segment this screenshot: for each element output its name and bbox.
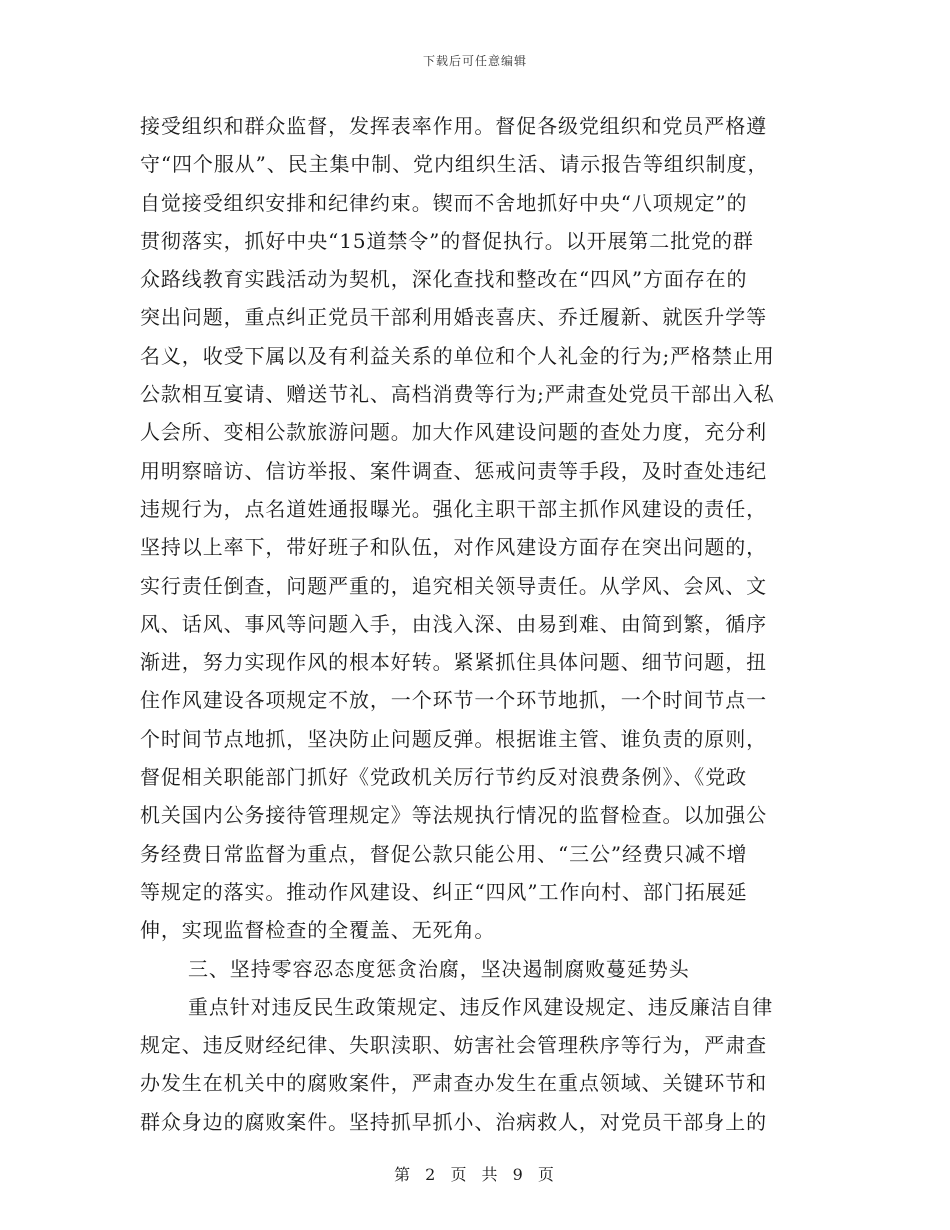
page-header: 下载后可任意编辑	[422, 54, 527, 68]
document-body	[140, 107, 808, 1141]
text-line: 公款相互宴请、赠送节礼、高档消费等行为;严肃查处党员干部出入私	[140, 382, 775, 407]
text-line: 突出问题，重点纠正党员干部利用婚丧喜庆、乔迁履新、就医升学等	[140, 305, 767, 330]
text-line: 人会所、变相公款旅游问题。加大作风建设问题的查处力度，充分利	[140, 420, 767, 445]
text-line: 名义，收受下属以及有利益关系的单位和个人礼金的行为;严格禁止用	[140, 343, 775, 368]
text-line: 渐进，努力实现作风的根本好转。紧紧抓住具体问题、细节问题，扭	[140, 650, 767, 675]
text-line: 重点针对违反民生政策规定、违反作风建设规定、违反廉洁自律	[188, 994, 774, 1019]
text-line: 自觉接受组织安排和纪律约束。锲而不舍地抓好中央“八项规定”的	[140, 190, 748, 215]
text-line: 等规定的落实。推动作风建设、纠正“四风”工作向村、部门拓展延	[140, 879, 748, 904]
text-line: 风、话风、事风等问题入手，由浅入深、由易到难、由简到繁，循序	[140, 611, 767, 636]
text-line: 个时间节点地抓，坚决防止问题反弹。根据谁主管、谁负责的原则，	[140, 726, 767, 751]
text-line: 督促相关职能部门抓好《党政机关厉行节约反对浪费条例》、《党政	[140, 765, 747, 790]
text-line: 违规行为，点名道姓通报曝光。强化主职干部主抓作风建设的责任，	[140, 496, 767, 521]
text-line: 伸，实现监督检查的全覆盖、无死角。	[140, 918, 496, 943]
text-line: 接受组织和群众监督，发挥表率作用。督促各级党组织和党员严格遵	[140, 114, 767, 138]
page-number-footer: 第 2 页 共 9 页	[394, 1165, 556, 1184]
text-line: 实行责任倒查，问题严重的，追究相关领导责任。从学风、会风、文	[140, 573, 767, 598]
text-line: 坚持以上率下，带好班子和队伍，对作风建设方面存在突出问题的，	[140, 535, 767, 560]
text-line: 用明察暗访、信访举报、案件调查、惩戒问责等手段，及时查处违纪	[140, 458, 767, 483]
text-line: 办发生在机关中的腐败案件，严肃查办发生在重点领域、关键环节和	[140, 1071, 767, 1096]
text-line: 群众身边的腐败案件。坚持抓早抓小、治病救人，对党员干部身上的	[140, 1109, 767, 1134]
text-line: 务经费日常监督为重点，督促公款只能公用、“三公”经费只减不增	[140, 841, 748, 866]
text-line: 贯彻落实，抓好中央“15道禁令”的督促执行。以开展第二批党的群	[140, 228, 754, 253]
section-heading: 三、坚持零容忍态度惩贪治腐，坚决遏制腐败蔓延势头	[188, 956, 690, 981]
text-line: 机关国内公务接待管理规定》等法规执行情况的监督检查。以加强公	[140, 803, 767, 828]
text-line: 规定、违反财经纪律、失职渎职、妨害社会管理秩序等行为，严肃查	[140, 1033, 767, 1058]
text-line: 住作风建设各项规定不放，一个环节一个环节地抓，一个时间节点一	[140, 688, 767, 713]
text-line: 守“四个服从”、民主集中制、党内组织生活、请示报告等组织制度，	[140, 152, 769, 177]
text-line: 众路线教育实践活动为契机，深化查找和整改在“四风”方面存在的	[140, 267, 748, 292]
